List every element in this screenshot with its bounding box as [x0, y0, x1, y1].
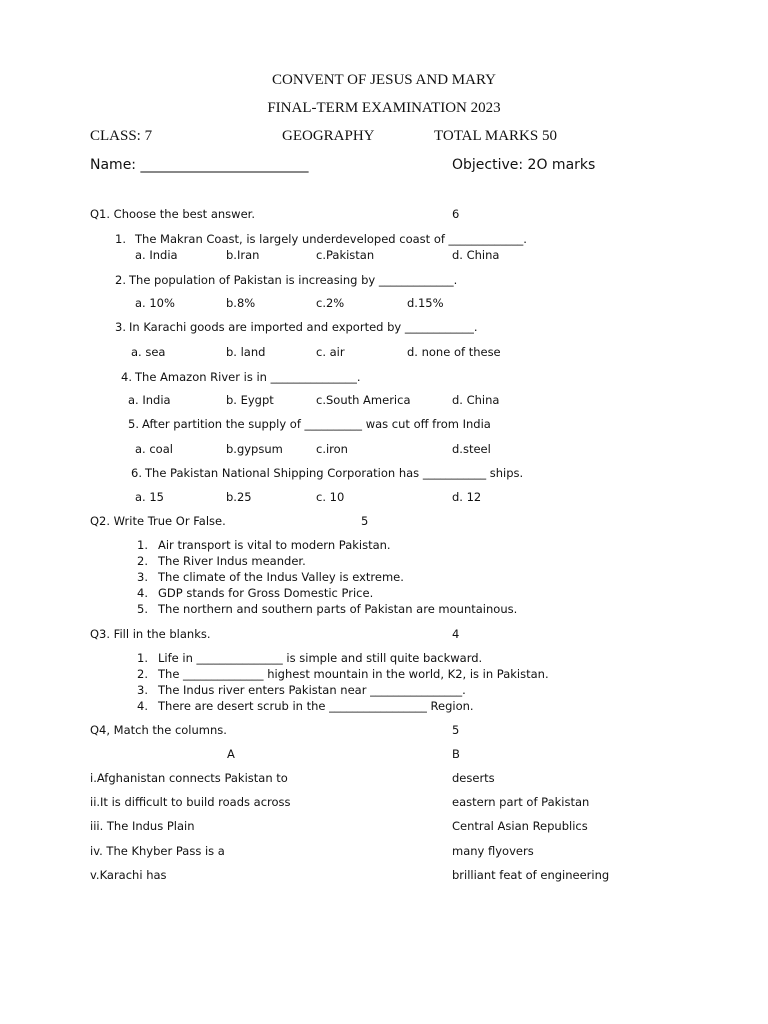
option-a: a. sea [131, 345, 166, 359]
item-number: 3. [137, 683, 148, 697]
match-a: v.Karachi has [90, 868, 167, 882]
question-text: After partition the supply of __________ was cut off from India [142, 417, 491, 431]
question-number: 1. [115, 232, 126, 246]
item-text: The Indus river enters Pakistan near ________________. [158, 683, 466, 697]
item-number: 3. [137, 570, 148, 584]
match-a: iii. The Indus Plain [90, 819, 195, 833]
item-text: The ______________ highest mountain in the world, K2, is in Pakistan. [158, 667, 549, 681]
option-c: c.iron [316, 442, 348, 456]
option-a: a. 10% [135, 296, 175, 310]
item-text: GDP stands for Gross Domestic Price. [158, 586, 374, 600]
objective-label: Objective: 2O marks [452, 157, 596, 173]
school-title: CONVENT OF JESUS AND MARY [272, 72, 496, 88]
question-number: 2. [115, 273, 126, 287]
option-c: c. air [316, 345, 345, 359]
item-text: The northern and southern parts of Pakistan are mountainous. [158, 602, 518, 616]
q2-title: Q2. Write True Or False. [90, 514, 226, 528]
exam-title: FINAL-TERM EXAMINATION 2023 [267, 100, 501, 116]
item-text: The climate of the Indus Valley is extreme. [158, 570, 404, 584]
option-b: b. Eygpt [226, 393, 274, 407]
question-text: The Makran Coast, is largely underdeveloped coast of _____________. [135, 232, 527, 246]
option-c: c.2% [316, 296, 345, 310]
item-number: 1. [137, 538, 148, 552]
q1-title: Q1. Choose the best answer. [90, 207, 255, 221]
match-b: Central Asian Republics [452, 819, 588, 833]
option-a: a. India [128, 393, 171, 407]
match-a: ii.It is difficult to build roads across [90, 795, 291, 809]
column-a-header: A [227, 747, 235, 761]
option-b: b.gypsum [226, 442, 283, 456]
item-number: 4. [137, 586, 148, 600]
q2-marks: 5 [361, 514, 369, 528]
q3-marks: 4 [452, 627, 460, 641]
subject-label: GEOGRAPHY [282, 128, 375, 144]
item-text: Air transport is vital to modern Pakistan. [158, 538, 391, 552]
item-number: 5. [137, 602, 148, 616]
item-number: 4. [137, 699, 148, 713]
option-d: d. none of these [407, 345, 501, 359]
question-text: The population of Pakistan is increasing by _____________. [129, 273, 458, 287]
item-number: 1. [137, 651, 148, 665]
option-c: c. 10 [316, 490, 345, 504]
column-b-header: B [452, 747, 460, 761]
q4-marks: 5 [452, 723, 460, 737]
option-d: d. China [452, 248, 500, 262]
option-a: a. 15 [135, 490, 164, 504]
option-d: d. 12 [452, 490, 482, 504]
option-a: a. coal [135, 442, 173, 456]
option-d: d. China [452, 393, 500, 407]
match-b: brilliant feat of engineering [452, 868, 610, 882]
question-text: The Amazon River is in _______________. [135, 370, 361, 384]
item-number: 2. [137, 667, 148, 681]
total-marks-label: TOTAL MARKS 50 [434, 128, 557, 144]
question-text: In Karachi goods are imported and exported by ____________. [129, 320, 478, 334]
match-a: iv. The Khyber Pass is a [90, 844, 225, 858]
option-d: d.15% [407, 296, 444, 310]
match-b: many flyovers [452, 844, 534, 858]
item-text: Life in _______________ is simple and still quite backward. [158, 651, 483, 665]
question-number: 3. [115, 320, 126, 334]
option-c: c.South America [316, 393, 411, 407]
match-b: eastern part of Pakistan [452, 795, 590, 809]
option-c: c.Pakistan [316, 248, 375, 262]
name-field: Name: ________________________ [90, 157, 309, 173]
option-b: b.Iran [226, 248, 260, 262]
q4-title: Q4, Match the columns. [90, 723, 227, 737]
question-number: 6. [131, 466, 142, 480]
question-number: 5. [128, 417, 139, 431]
option-d: d.steel [452, 442, 491, 456]
option-b: b.8% [226, 296, 256, 310]
item-text: The River Indus meander. [158, 554, 306, 568]
option-b: b.25 [226, 490, 252, 504]
q3-title: Q3. Fill in the blanks. [90, 627, 211, 641]
option-b: b. land [226, 345, 266, 359]
option-a: a. India [135, 248, 178, 262]
item-text: There are desert scrub in the _________________ Region. [158, 699, 474, 713]
question-number: 4. [121, 370, 132, 384]
match-b: deserts [452, 771, 495, 785]
question-text: The Pakistan National Shipping Corporation has ___________ ships. [145, 466, 524, 480]
q1-marks: 6 [452, 207, 460, 221]
class-label: CLASS: 7 [90, 128, 153, 144]
match-a: i.Afghanistan connects Pakistan to [90, 771, 288, 785]
item-number: 2. [137, 554, 148, 568]
